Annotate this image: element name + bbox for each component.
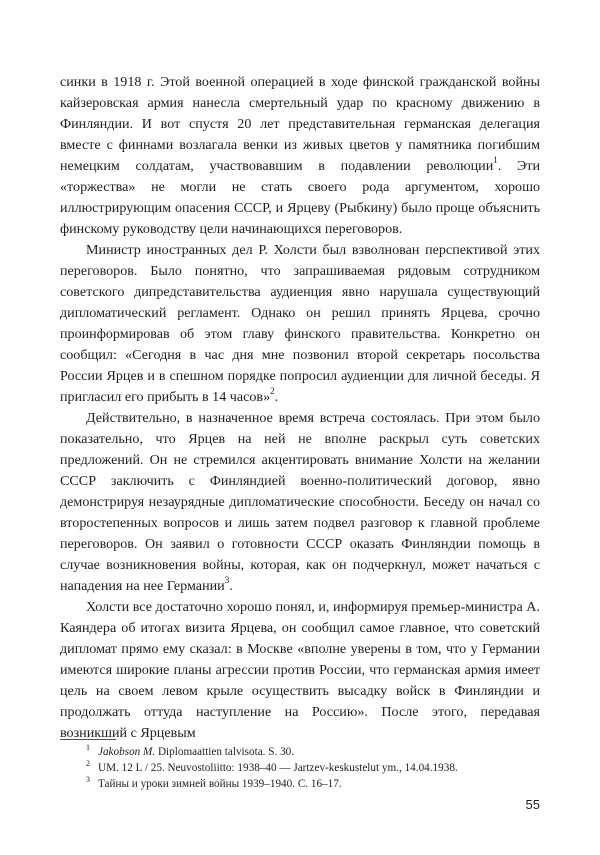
paragraph-text: Холсти все достаточно хорошо понял, и, информируя премьер-министра А. Каяндера об итогах визита Ярцева, он сообщил самое главное, что советский дипломат прямо ему сказал: в Москве «вполне уверены в том, что у Германии имеются широкие планы агрессии против России, что германская армия имеет цель на своем левом крыле осуществить высадку войск в Финляндии и продолжать оттуда наступление на Россию». После этого, передавая возникший с Ярцевым [60, 599, 540, 741]
page-number: 55 [525, 797, 540, 812]
footnote-1: 1 Jakobson M. Diplomaattien talvisota. S. 30. [86, 743, 295, 758]
footnote-text: Diplomaattien talvisota. S. 30. [155, 746, 295, 758]
paragraph-text: . Эти «торжества» не могли не стать своего рода аргументом, хорошо иллюстрирующим опасения СССР, и Ярцеву (Рыбкину) было проще объяснить финскому руководству цели начинающихся переговоров. [60, 158, 541, 237]
paragraph-1 [60, 72, 540, 240]
paragraph-2 [60, 240, 540, 408]
paragraph-3 [60, 408, 540, 597]
footnote-author: Jakobson M. [98, 746, 156, 758]
paragraph-text: Действительно, в назначенное время встреча состоялась. При этом было показательно, что Ярцев на ней не вполне раскрыл суть советских предложений. Он не стремился акцентировать внимание Холсти на желании СССР заключить с Финляндией военно-политический договор, явно демонстрируя незаурядные дипломатические способности. Беседу он начал со второстепенных вопросов и лишь затем подвел разговор к главной проблеме переговоров. Он заявил о готовности СССР оказать Финляндии помощь в случае возникновения войны, которая, как он подчеркнул, может начаться с нападения на нее Германии [60, 410, 540, 594]
footnote-ref-3: 3 [224, 575, 230, 586]
paragraph-text: синки в 1918 г. Этой военной операцией в ходе финской гражданской войны кайзеровская армия нанесла смертельный удар по красному движению в Финляндии. И вот спустя 20 лет представительная германская делегация вместе с финнами возлагала венки из живых цветов у памятника погибшим немецким солдатам, участвовавшим в подавлении революции [60, 74, 540, 174]
paragraph-4 [60, 597, 540, 744]
paragraph-text: Министр иностранных дел Р. Холсти был взволнован перспективой этих переговоров. Было понятно, что запрашиваемая рядовым сотрудником советского дипредставительства аудиенция явно нарушала существующий дипломатический регламент. Однако он решил принять Ярцева, срочно проинформировав об этом главу финского правительства. Конкретно он сообщил: «Сегодня в час дня мне позвонил второй секретарь посольства России Ярцев и в спешном порядке попросил аудиенции для личной беседы. Я пригласил его прибыть в 14 часов» [60, 242, 540, 405]
footnotes [60, 744, 540, 792]
footnote-ref-2: 2 [270, 386, 275, 397]
footnote-divider [60, 739, 116, 740]
footnote-2: 2 UM. 12 L / 25. Neuvostoliitto: 1938–40 — Jartzev-keskustelut ym., 14.04.1938. [86, 759, 458, 774]
footnote-text: Тайны и уроки зимней войны 1939–1940. С. 16–17. [98, 778, 342, 790]
footnote-ref-1: 1 [493, 155, 498, 166]
footnote-text: UM. 12 L / 25. Neuvostoliitto: 1938–40 — Jartzev-keskustelut ym., 14.04.1938. [98, 762, 458, 774]
footnote-3: 3 Тайны и уроки зимней войны 1939–1940. С. 16–17. [86, 775, 342, 790]
paragraph-text: . [274, 389, 279, 405]
body-text [60, 72, 540, 744]
paragraph-text: . [229, 578, 233, 594]
